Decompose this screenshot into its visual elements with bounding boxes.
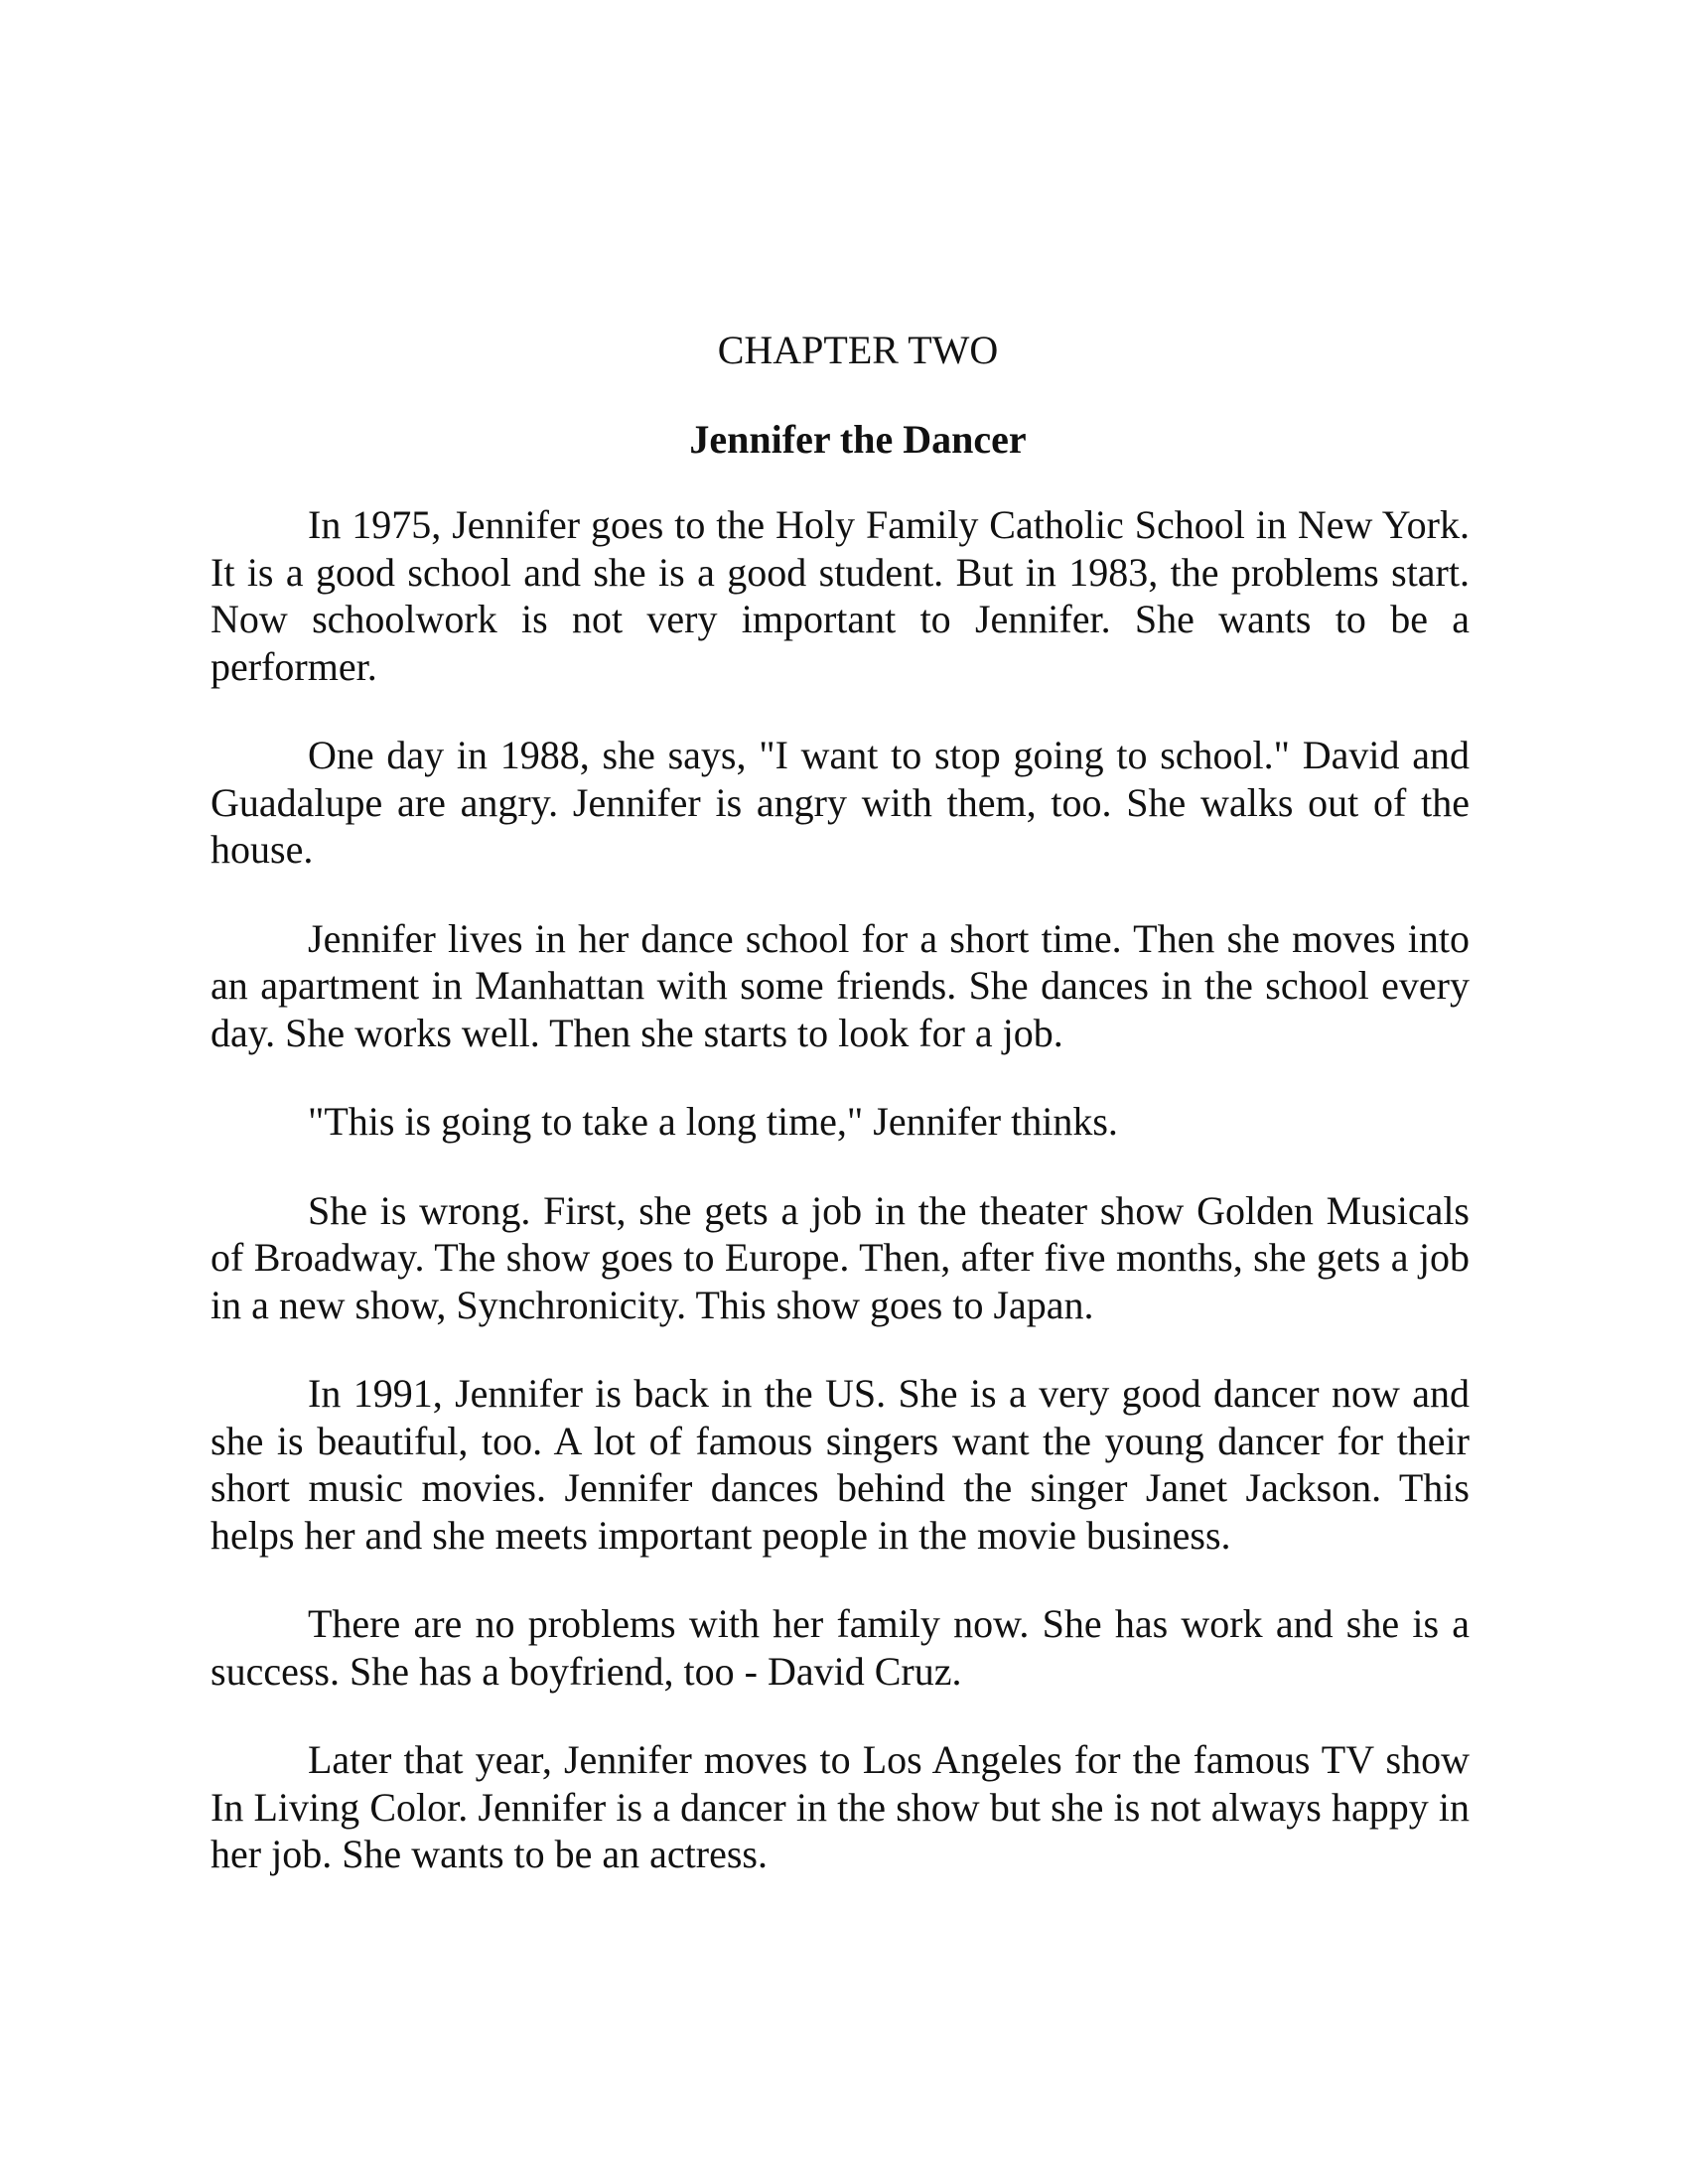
paragraph: Later that year, Jennifer moves to Los Angeles for the famous TV show In Living Color. Jennifer is a dancer in the show but she is not always happy in her job. She wants to be an actress. [211,1737,1470,1876]
paragraph: She is wrong. First, she gets a job in the theater show Golden Musicals of Broadway. The show goes to Europe. Then, after five months, she gets a job in a new show, Synchronicity. This show goes to Japan. [211,1187,1470,1327]
document-page [211,323,1470,1920]
paragraph: In 1991, Jennifer is back in the US. She is a very good dancer now and she is beautiful, too. A lot of famous singers want the young dancer for their short music movies. Jennifer dances behind the singer Janet Jackson. This helps her and she meets important people in the movie business. [211,1371,1470,1558]
paragraph: One day in 1988, she says, "I want to stop going to school." David and Guadalupe are angry. Jennifer is angry with them, too. She walks out of the house. [211,733,1470,872]
chapter-title: Jennifer the Dancer [689,417,1027,462]
paragraph: There are no problems with her family now. She has work and she is a success. She has a boyfriend, too - David Cruz. [211,1601,1470,1694]
chapter-number: CHAPTER TWO [717,328,999,372]
chapter-body [211,501,1470,1878]
paragraph: In 1975, Jennifer goes to the Holy Family Catholic School in New York. It is a good school and she is a good student. But in 1983, the problems start. Now schoolwork is not very important to Jennifer. She wants to be a performer. [211,502,1470,689]
paragraph: "This is going to take a long time," Jennifer thinks. [308,1099,1118,1144]
paragraph: Jennifer lives in her dance school for a short time. Then she moves into an apartment in Manhattan with some friends. She dances in the school every day. She works well. Then she starts to look for a job. [211,915,1470,1055]
